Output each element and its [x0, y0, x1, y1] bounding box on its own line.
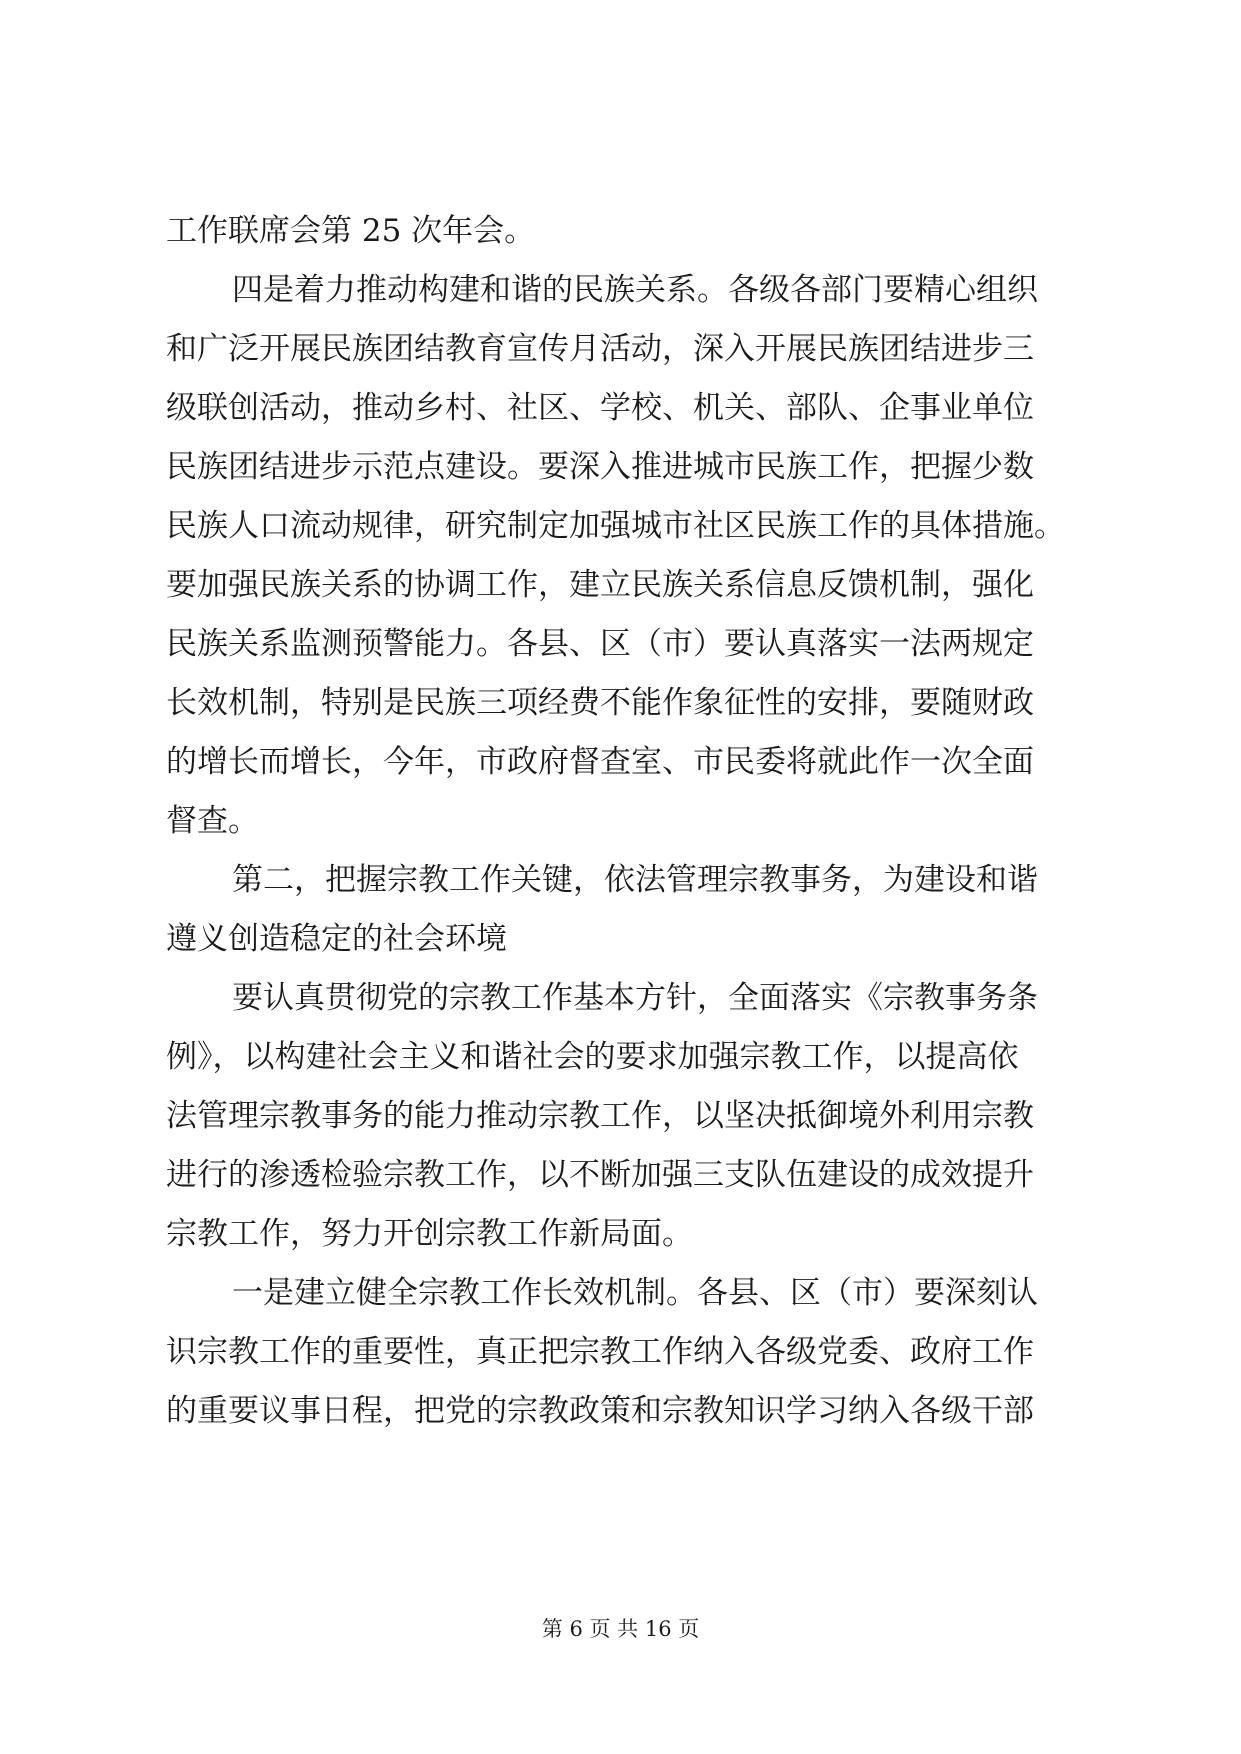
text-line: 民族关系监测预警能力。各县、区（市）要认真落实一法两规定	[166, 626, 1034, 662]
text-line: 民族团结进步示范点建设。要深入推进城市民族工作，把握少数	[166, 449, 1034, 485]
text-line: 一是建立健全宗教工作长效机制。各县、区（市）要深刻认	[232, 1275, 1038, 1311]
text-line: 长效机制，特别是民族三项经费不能作象征性的安排，要随财政	[166, 685, 1034, 721]
text-line: 遵义创造稳定的社会环境	[166, 921, 507, 957]
text-line: 要认真贯彻党的宗教工作基本方针，全面落实《宗教事务条	[232, 980, 1038, 1016]
text-line: 例》，以构建社会主义和谐社会的要求加强宗教工作，以提高依	[166, 1039, 1019, 1075]
text-line: 法管理宗教事务的能力推动宗教工作，以坚决抵御境外利用宗教	[166, 1098, 1034, 1134]
text-line: 宗教工作，努力开创宗教工作新局面。	[166, 1216, 693, 1252]
text-line: 和广泛开展民族团结教育宣传月活动，深入开展民族团结进步三	[166, 331, 1034, 367]
page-number: 第 6 页 共 16 页	[541, 1617, 700, 1641]
text-line: 的重要议事日程，把党的宗教政策和宗教知识学习纳入各级干部	[166, 1393, 1034, 1429]
text-line: 要加强民族关系的协调工作，建立民族关系信息反馈机制，强化	[166, 567, 1034, 603]
text-line: 四是着力推动构建和谐的民族关系。各级各部门要精心组织	[232, 272, 1038, 308]
text-line: 第二，把握宗教工作关键，依法管理宗教事务，为建设和谐	[232, 862, 1038, 898]
text-line: 级联创活动，推动乡村、社区、学校、机关、部队、企事业单位	[166, 390, 1034, 426]
text-line: 识宗教工作的重要性，真正把宗教工作纳入各级党委、政府工作	[166, 1334, 1034, 1370]
text-line: 进行的渗透检验宗教工作，以不断加强三支队伍建设的成效提升	[166, 1157, 1034, 1193]
text-line: 的增长而增长，今年，市政府督查室、市民委将就此作一次全面	[166, 744, 1034, 780]
text-line: 工作联席会第 25 次年会。	[166, 213, 536, 249]
text-line: 民族人口流动规律，研究制定加强城市社区民族工作的具体措施。	[166, 508, 1065, 544]
text-line: 督查。	[166, 803, 259, 839]
